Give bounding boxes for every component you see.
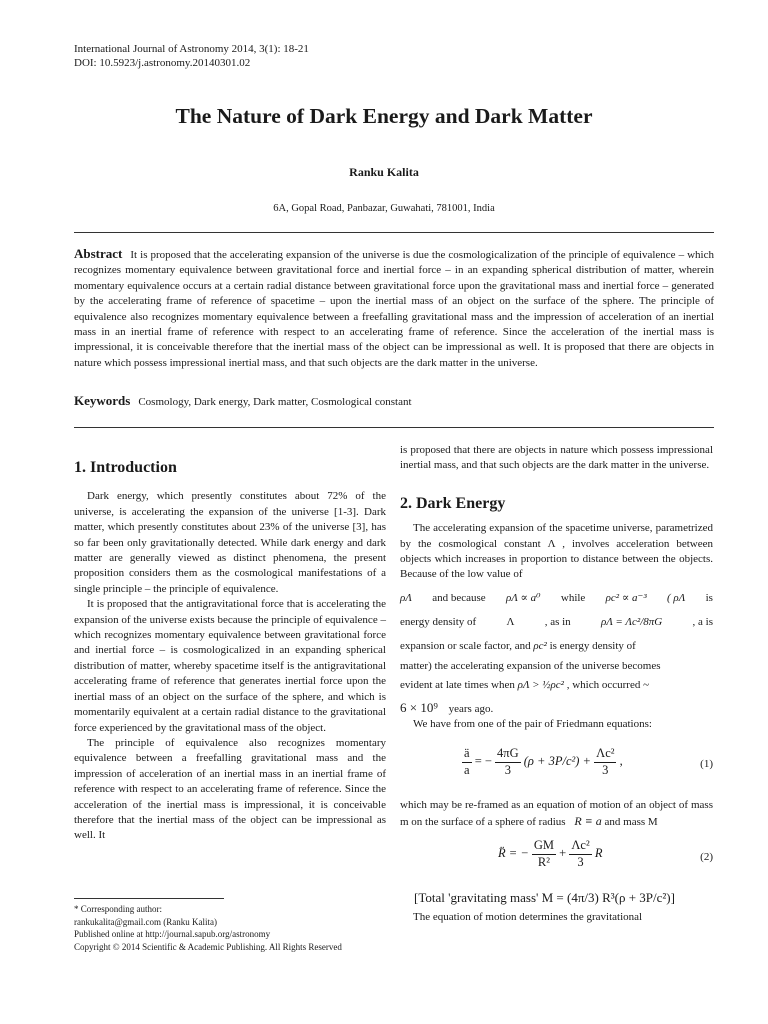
- eq1-lhs-den: a: [464, 762, 470, 777]
- text-a-is: , a is: [692, 615, 713, 628]
- text-mass-m: and mass M: [604, 815, 658, 828]
- eq2-f2-num: Λc²: [569, 838, 591, 854]
- text-expansion: expansion or scale factor, and: [400, 639, 531, 652]
- abstract-text: It is proposed that the accelerating expansion of the universe is due the cosmologicalization of the principle of equivalence – which recognizes momentary equivalence between gravitational force and inertial force – in an expanding spherical distribution of matter, wherein momentary equivalence occurs at a certain radial distance between gravitational force upon the gravitational mass and inertial force – generated by the accelerating frame of reference of spacetime – upon the inertial mass of an object on the surface of the sphere. The principle of equivalence also recognizes momentary equivalence between a freefalling gravitational mass and the impression of acceleration of an inertial mass in an inertial frame of reference with respect to an accelerating frame of reference. Since the acceleration of the inertial mass is impressional, it is conceivable therefore that the inertial mass of the object can be impressional as well. It is proposed that there are objects in nature which possess impressional inertial mass, and that such objects are the dark matter in the universe.: [74, 249, 714, 369]
- rho-c2: ρc²: [533, 639, 547, 652]
- proportion-1: ρΛ ∝ a⁰: [505, 591, 541, 604]
- footnote-corresponding: * Corresponding author:: [74, 904, 162, 914]
- eq2-f2-den: 3: [577, 854, 584, 869]
- eq2-f1-num: GM: [532, 838, 556, 854]
- gravitating-mass-bracket: [Total 'gravitating mass' M = (4π/3) R³(ρ + 3P/c²)]: [414, 890, 675, 906]
- eq1-comma: ,: [619, 754, 623, 769]
- intro-paragraph-3: The principle of equivalence also recognizes momentary equivalence between a freefalling gravitational mass and the impression of acceleration of an inertial mass in an inertial frame of reference with respect to an accelerating frame of reference. Since the acceleration of the inertial mass is impressional, it is conceivable therefore that the inertial mass of the object can be impressional as well. It: [74, 736, 386, 842]
- eq2-r: R: [594, 846, 603, 861]
- rho-lambda-formula: ρΛ = Λc²/8πG: [600, 615, 663, 628]
- footnote-copyright: Copyright © 2014 Scientific & Academic Publishing. All Rights Reserved: [74, 941, 342, 952]
- eq1-frac-1: [495, 746, 521, 778]
- left-column: [74, 460, 386, 844]
- text-as-in: , as in: [544, 615, 571, 628]
- dominance-condition: ρΛ > ½ρc²: [517, 679, 564, 692]
- text-energy-of: is energy density of: [549, 639, 636, 652]
- keywords-text: Cosmology, Dark energy, Dark matter, Cosmological constant: [138, 396, 412, 408]
- eq1-equals: = −: [474, 754, 492, 769]
- eq1-frac-2: [594, 746, 616, 778]
- formula-line-e: [400, 678, 713, 693]
- footnote-email: rankukalita@gmail.com (Ranku Kalita): [74, 916, 217, 927]
- text-occurred: , which occurred ~: [566, 679, 650, 692]
- eq2-f1-den: R²: [537, 854, 551, 869]
- journal-header: [74, 42, 309, 70]
- motion-text: which may be re-framed as an equation of motion of an object of mass m on the surface of a sphere of radius: [400, 799, 713, 828]
- footnote-published: Published online at http://journal.sapub.org/astronomy: [74, 929, 271, 940]
- dark-energy-paragraph: The accelerating expansion of the spacetime universe, parametrized by the cosmological constant Λ , involves acceleration between objects which increases in proportion to distance between the objects. Because of the low value of: [400, 522, 713, 581]
- lambda-symbol: Λ: [506, 615, 515, 628]
- section-heading-dark-energy: 2. Dark Energy: [400, 494, 506, 512]
- years-value: 6 × 10⁹: [400, 699, 438, 715]
- footnote: [74, 903, 342, 953]
- proportion-2: ρc² ∝ a⁻³: [605, 591, 647, 604]
- formula-line-c: [400, 637, 713, 655]
- rho-lambda-paren: ( ρΛ: [666, 591, 686, 604]
- text-evident: evident at late times when: [400, 679, 515, 692]
- top-divider: [74, 232, 714, 233]
- formula-line-b: [400, 613, 713, 631]
- abstract-block: [74, 246, 714, 371]
- intro-paragraph-2: It is proposed that the antigravitational force that is accelerating the expansion of the universe exists because the principle of equivalence – which recognizes momentary equivalence between gravitational force and inertial force – is cosmologicalized in an expanding spherical distribution of matter, whereby spacetime itself is the antigravitational accelerating frame of reference that generates inertial force upon the inertial mass of an object on the surface of the sphere, and which is momentarily equivalent at a certain radial distance to the gravitational force experienced by the gravitational mass of the object.: [74, 598, 386, 734]
- formula-line-d: matter) the accelerating expansion of the universe becomes: [400, 659, 661, 672]
- equation-2: [400, 836, 713, 882]
- eq1-middle: (ρ + 3P/c²) +: [523, 754, 591, 769]
- text-and-because: and because: [432, 591, 486, 604]
- equation-2-number: (2): [700, 851, 713, 864]
- keywords-block: [74, 393, 714, 409]
- author-name: Ranku Kalita: [349, 165, 419, 179]
- eq2-lhs: R̈ = −: [498, 846, 529, 861]
- text-energy-density: energy density of: [400, 615, 477, 628]
- section-heading-introduction: 1. Introduction: [74, 459, 177, 476]
- abstract-label: Abstract: [74, 246, 123, 261]
- r-equiv-a: R ≡ a: [574, 813, 602, 828]
- text-years-ago: years ago.: [448, 702, 494, 715]
- text-while: while: [560, 591, 586, 604]
- equation-1: [400, 742, 713, 792]
- eq1-f1-num: 4πG: [495, 746, 521, 762]
- continuation-paragraph: is proposed that there are objects in nature which possess impressional inertial mass, and that such objects are the dark matter in the universe.: [400, 444, 713, 472]
- right-column: [400, 443, 713, 925]
- equation-1-number: (1): [700, 758, 713, 771]
- footnote-divider: [74, 898, 224, 899]
- eq1-lhs: [462, 746, 472, 778]
- eq2-frac-1: [532, 838, 556, 870]
- eq1-lhs-num: ä: [462, 746, 472, 762]
- eq2-plus: +: [559, 846, 567, 861]
- intro-paragraph-1: Dark energy, which presently constitutes about 72% of the universe, is accelerating the expansion of the universe [1-3]. Dark matter, which presently constitutes about 23% of the universe [3], has so far been only gravitationally detected. While dark energy and dark matter are generally viewed as distinct phenomena, the present proposition considers them as the cosmological manifestations of a single principle – the principle of equivalence.: [74, 490, 386, 595]
- eq2-frac-2: [569, 838, 591, 870]
- rho-lambda: ρΛ: [400, 591, 412, 604]
- author-affiliation: 6A, Gopal Road, Panbazar, Guwahati, 781001, India: [273, 203, 495, 214]
- eq1-f2-den: 3: [602, 762, 609, 777]
- paper-title: The Nature of Dark Energy and Dark Matter: [175, 104, 593, 128]
- eq1-f1-den: 3: [504, 762, 511, 777]
- eq1-f2-num: Λc²: [594, 746, 616, 762]
- keywords-label: Keywords: [74, 393, 131, 408]
- formula-line-a: [400, 589, 713, 607]
- doi-line: DOI: 10.5923/j.astronomy.20140301.02: [74, 57, 251, 69]
- journal-citation: International Journal of Astronomy 2014, 3(1): 18-21: [74, 43, 309, 55]
- last-line: The equation of motion determines the gravitational: [413, 910, 643, 923]
- section-divider: [74, 427, 714, 428]
- friedmann-intro: We have from one of the pair of Friedmann equations:: [413, 718, 652, 731]
- formula-line-f: [400, 700, 713, 717]
- equation-of-motion-text: [400, 798, 713, 830]
- text-is: is: [705, 591, 713, 604]
